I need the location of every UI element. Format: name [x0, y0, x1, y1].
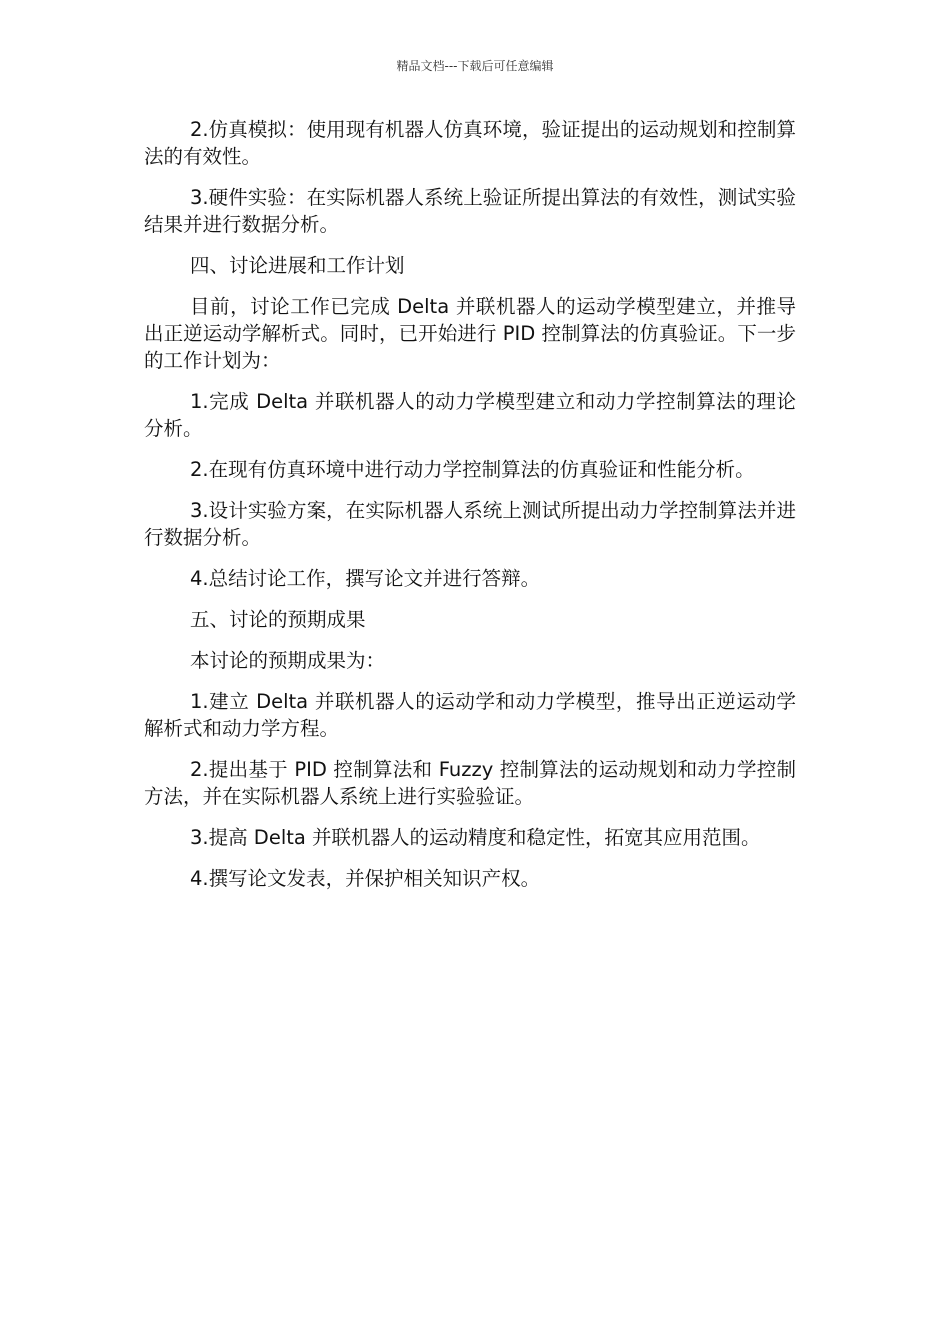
plan-item-2: 2.在现有仿真环境中进行动力学控制算法的仿真验证和性能分析。: [190, 458, 755, 481]
result-item-3: 3.提高 Delta 并联机器人的运动精度和稳定性，拓宽其应用范围。: [190, 826, 761, 849]
document-body: [144, 116, 796, 906]
plan-item-1: 1.完成 Delta 并联机器人的动力学模型建立和动力学控制算法的理论分析。: [144, 390, 796, 440]
result-item-2: 2.提出基于 PID 控制算法和 Fuzzy 控制算法的运动规划和动力学控制方法，并在实际机器人系统上进行实验验证。: [144, 758, 796, 808]
paragraph-simulation: 2.仿真模拟：使用现有机器人仿真环境，验证提出的运动规划和控制算法的有效性。: [144, 118, 796, 168]
section-heading-expected-results: 五、讨论的预期成果: [190, 608, 366, 631]
paragraph-current-progress: 目前，讨论工作已完成 Delta 并联机器人的运动学模型建立，并推导出正逆运动学解析式。同时，已开始进行 PID 控制算法的仿真验证。下一步的工作计划为：: [144, 295, 796, 372]
result-item-1: 1.建立 Delta 并联机器人的运动学和动力学模型，推导出正逆运动学解析式和动力学方程。: [144, 690, 796, 740]
paragraph-expected-intro: 本讨论的预期成果为：: [190, 649, 386, 672]
paragraph-hardware-experiment: 3.硬件实验：在实际机器人系统上验证所提出算法的有效性，测试实验结果并进行数据分析。: [144, 186, 796, 236]
page-header: 精品文档---下载后可任意编辑: [396, 59, 554, 73]
result-item-4: 4.撰写论文发表，并保护相关知识产权。: [190, 867, 541, 890]
plan-item-4: 4.总结讨论工作，撰写论文并进行答辩。: [190, 567, 541, 590]
section-heading-progress-plan: 四、讨论进展和工作计划: [190, 254, 405, 277]
plan-item-3: 3.设计实验方案，在实际机器人系统上测试所提出动力学控制算法并进行数据分析。: [144, 499, 796, 549]
